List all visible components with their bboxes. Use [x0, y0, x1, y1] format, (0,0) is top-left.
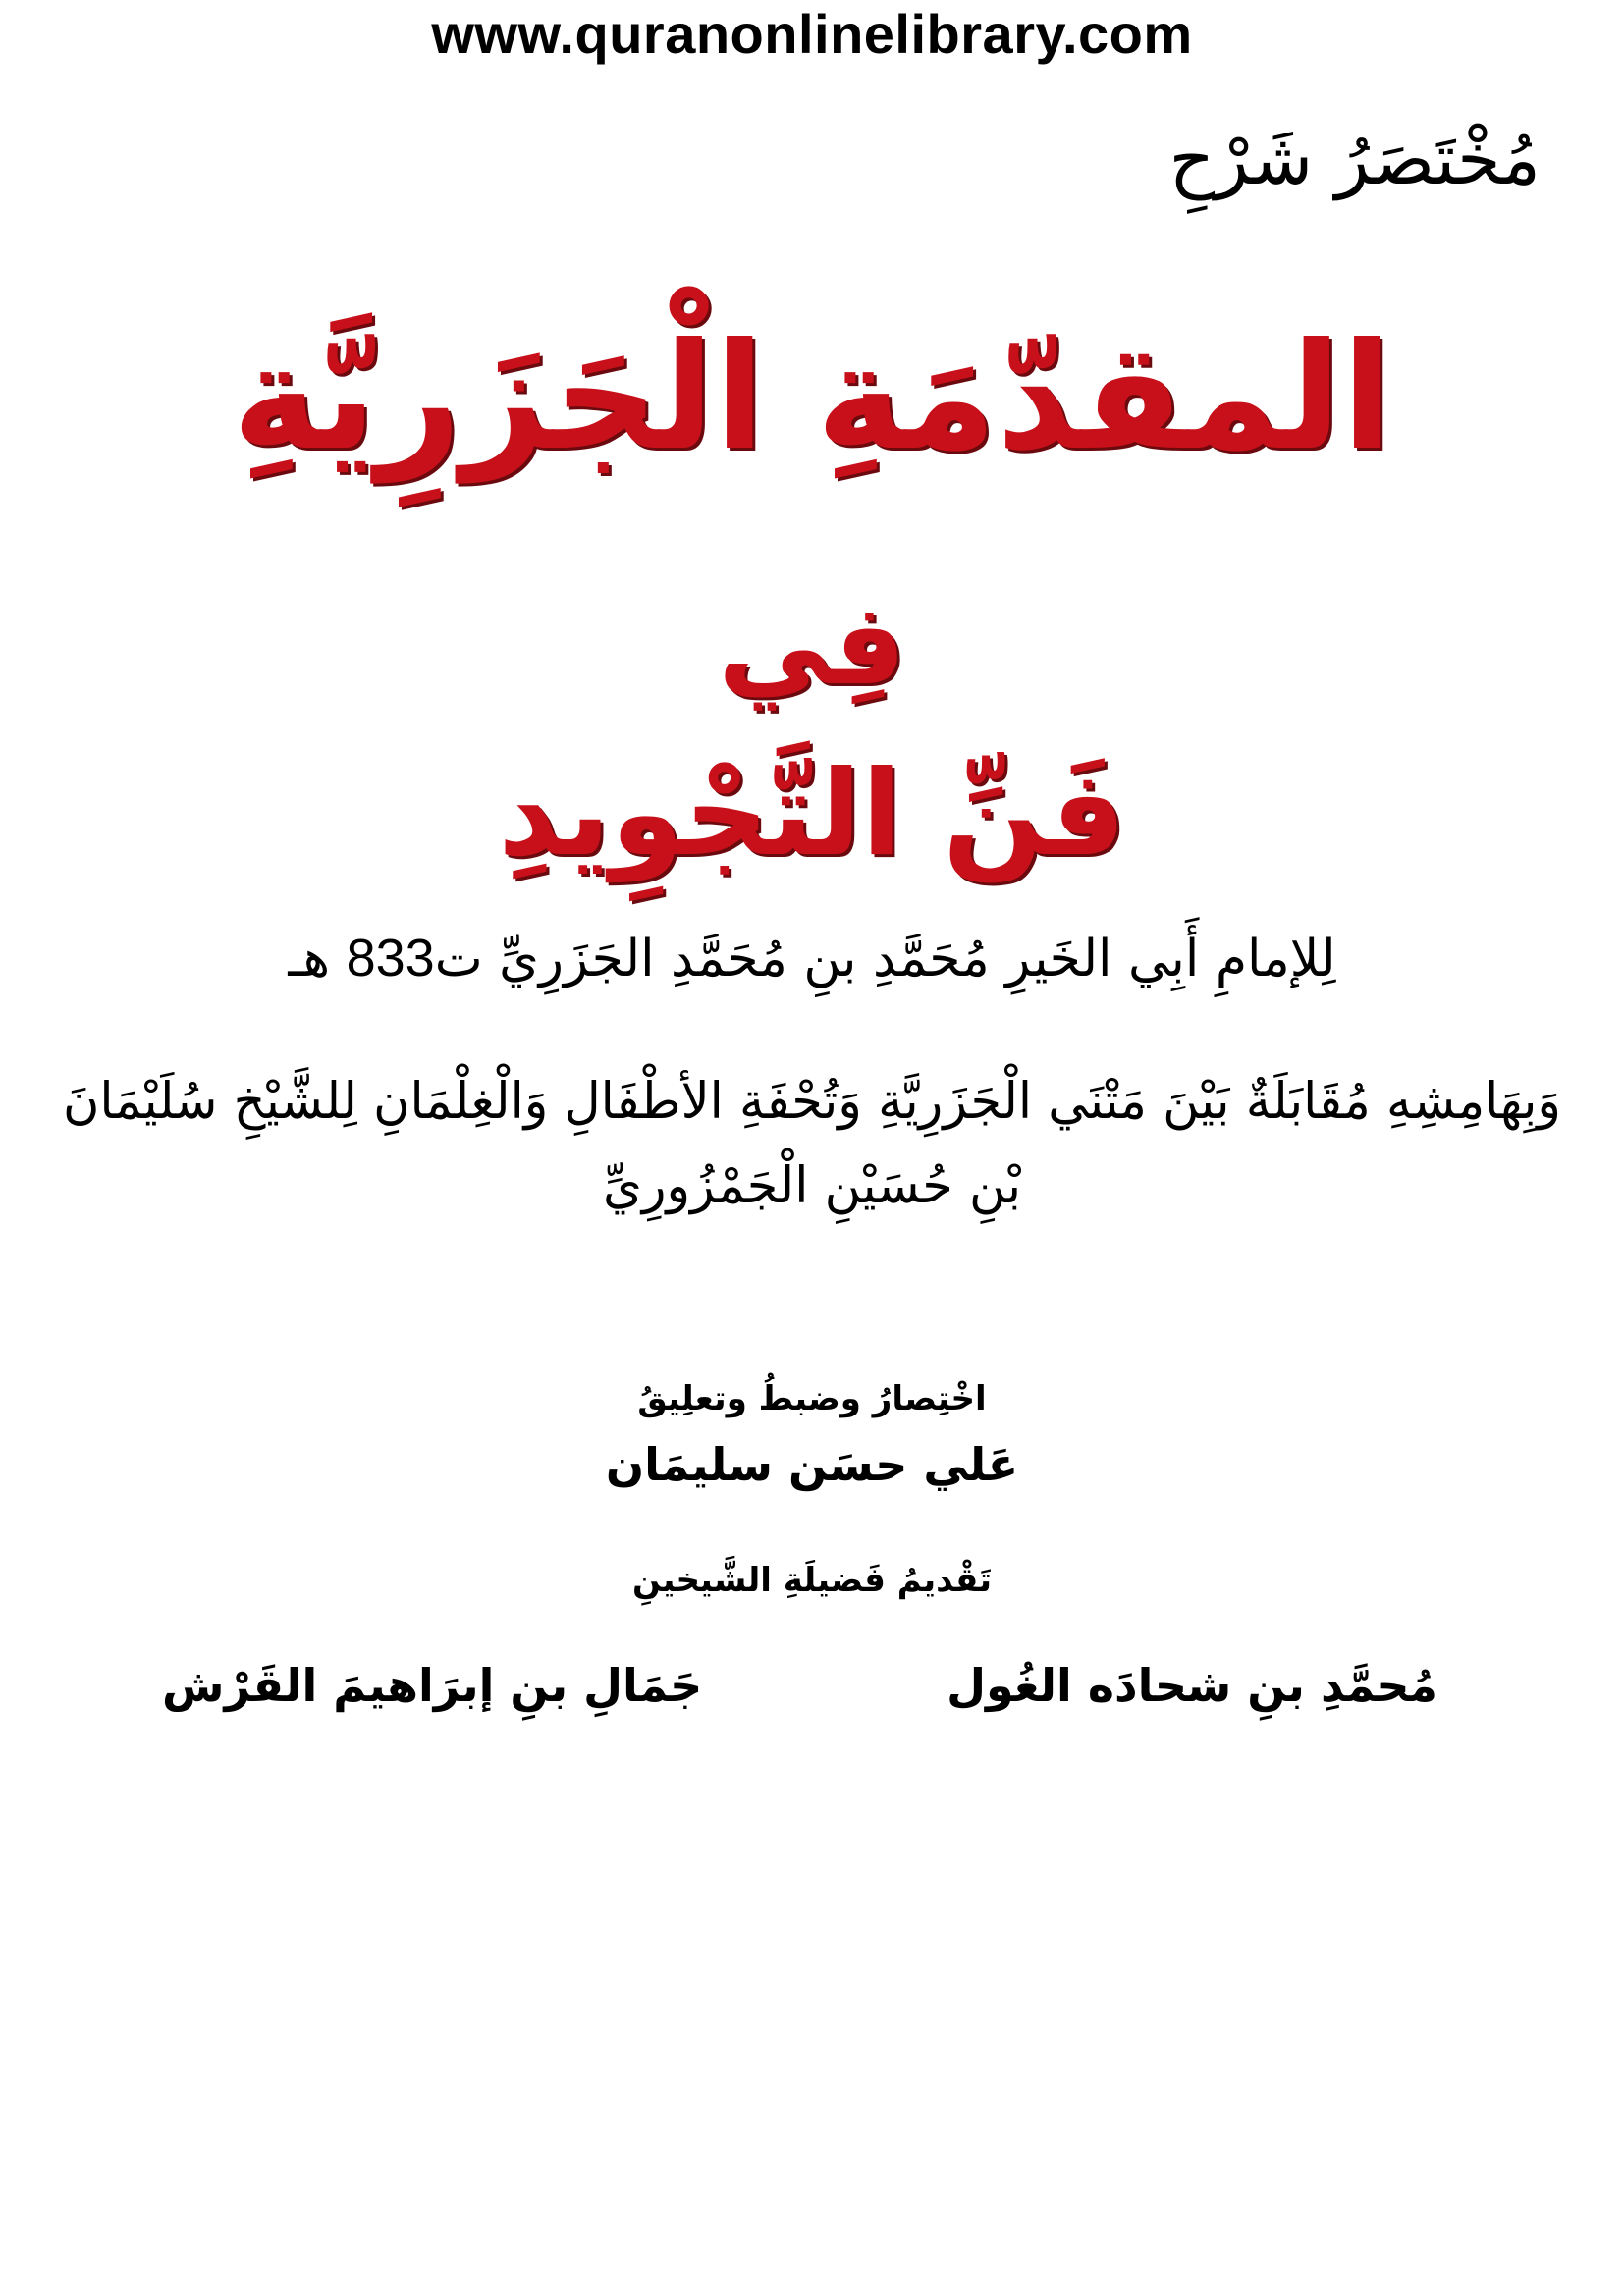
author-line: [0, 928, 1624, 988]
author-name: لِلإمامِ أَبِي الخَيرِ مُحَمَّدِ بنِ مُحَمَّدِ الجَزَرِيِّ ت: [434, 930, 1336, 988]
author-death-year: 833: [346, 929, 435, 988]
editor-name: عَلي حسَن سليمَان: [605, 1438, 1019, 1491]
book-subtitle: مُخْتَصَرُ شَرْحِ: [1168, 118, 1541, 200]
presenter-name-2: جَمَالِ بنِ إبرَاهيمَ القَرْش: [162, 1659, 703, 1712]
presentation-label: تَقْديمُ فَضيلَةِ الشَّيخينِ: [632, 1561, 992, 1600]
book-title-line-2: فِي: [718, 579, 906, 711]
website-header: www.quranonlinelibrary.com: [431, 3, 1193, 65]
margin-note: وَبِهَامِشِهِ مُقَابَلَةٌ بَيْنَ مَتْنَي الْجَزَرِيَّةِ وَتُحْفَةِ الأطْفَالِ وَالْغِلْمَانِ لِلشَّيْخِ سُلَيْمَانَ بْنِ حُسَيْنِ الْجَمْزُورِيِّ: [62, 1073, 1562, 1215]
presenter-name-1: مُحمَّدِ بنِ شحادَه الغُول: [947, 1659, 1437, 1712]
editing-label: اخْتِصارُ وضبطُ وتعلِيقُ: [637, 1379, 987, 1418]
hijri-suffix: هـ: [288, 930, 347, 988]
book-title-line-1: المقدّمَةِ الْجَزَرِيَّةِ: [232, 312, 1392, 483]
book-title-line-3: فَنِّ التَّجْوِيدِ: [498, 746, 1126, 882]
